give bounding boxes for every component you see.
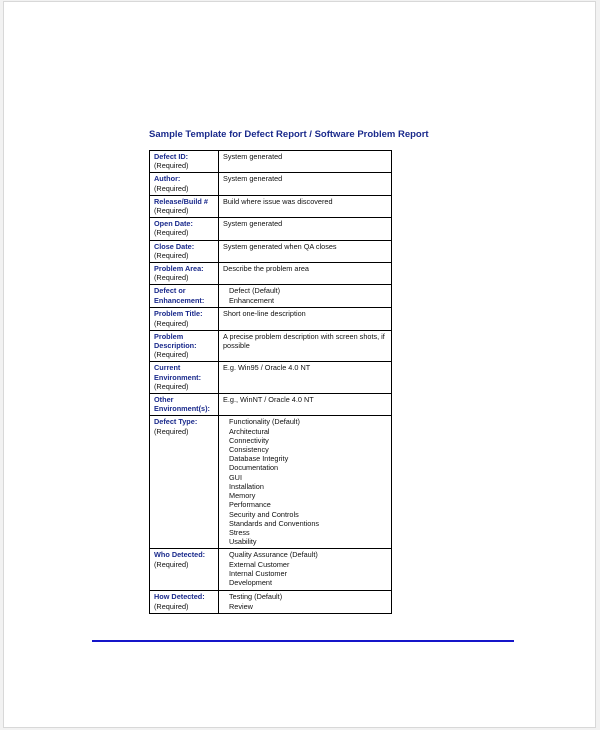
table-row [150, 173, 392, 195]
option-item: Documentation [229, 463, 279, 473]
field-name: Author: [154, 174, 181, 184]
field-name: Defect ID: [154, 152, 189, 161]
table-row [150, 218, 392, 240]
field-value-cell [219, 218, 392, 240]
option-item: Review [229, 601, 253, 611]
field-name: Who Detected: [154, 550, 206, 560]
required-marker: (Required) [154, 228, 189, 238]
field-name: Current Environment: [154, 363, 202, 382]
document-title: Sample Template for Defect Report / Software Problem Report [149, 129, 429, 140]
field-value: System generated [223, 152, 283, 161]
field-value: System generated when QA closes [223, 241, 337, 251]
option-item: Stress [229, 527, 250, 537]
required-marker: (Required) [154, 273, 189, 283]
field-value: Describe the problem area [223, 264, 309, 274]
field-label-cell [150, 263, 219, 285]
field-name: Other Environment(s): [154, 395, 210, 414]
table-row [150, 263, 392, 285]
field-value-cell [219, 330, 392, 362]
table-row [150, 151, 392, 173]
defect-report-table [149, 150, 392, 614]
field-value-cell [219, 549, 392, 591]
field-value-cell [219, 394, 392, 416]
field-label-cell [150, 285, 219, 308]
required-marker: (Required) [154, 161, 189, 171]
table-row [150, 308, 392, 330]
table-row [150, 240, 392, 262]
field-value-cell [219, 173, 392, 195]
field-value: System generated [223, 174, 283, 184]
option-item: Memory [229, 491, 256, 501]
field-value: A precise problem description with screen shots, if possible [223, 331, 385, 351]
field-value-cell [219, 416, 392, 549]
field-label-cell [150, 151, 219, 173]
table-row [150, 416, 392, 549]
field-label-cell [150, 416, 219, 549]
field-value-cell [219, 285, 392, 308]
table-row [150, 330, 392, 362]
required-marker: (Required) [154, 183, 189, 193]
required-marker: (Required) [154, 426, 189, 436]
table-row [150, 591, 392, 613]
field-label-cell [150, 362, 219, 394]
field-name: Problem Title: [154, 309, 203, 319]
option-item: Installation [229, 481, 264, 491]
option-item: Development [229, 578, 272, 588]
option-item: Consistency [229, 445, 269, 455]
field-label-cell [150, 240, 219, 262]
field-label-cell [150, 218, 219, 240]
field-label-cell [150, 308, 219, 330]
table-row [150, 362, 392, 394]
field-value-cell [219, 240, 392, 262]
field-value: Build where issue was discovered [223, 196, 333, 206]
field-value-cell [219, 263, 392, 285]
option-item: Connectivity [229, 435, 269, 445]
field-value-cell [219, 195, 392, 217]
required-marker: (Required) [154, 381, 189, 391]
option-item: External Customer [229, 559, 290, 569]
field-value: Short one-line description [223, 309, 306, 319]
field-label-cell [150, 591, 219, 613]
table-row [150, 195, 392, 217]
option-item: Testing (Default) [229, 592, 283, 602]
field-value-cell [219, 362, 392, 394]
footer-rule [92, 640, 514, 642]
option-item: Enhancement [229, 295, 275, 305]
required-marker: (Required) [154, 601, 189, 611]
field-label-cell [150, 195, 219, 217]
field-name: Problem Area: [154, 264, 204, 274]
field-name: Defect Type: [154, 417, 198, 427]
option-item: Database Integrity [229, 454, 289, 464]
field-name: Problem Description: [154, 331, 197, 351]
field-name: How Detected: [154, 592, 205, 602]
option-item: Usability [229, 537, 257, 547]
field-label-cell [150, 173, 219, 195]
option-item: Defect (Default) [229, 286, 281, 296]
option-item: Internal Customer [229, 568, 287, 578]
table-row [150, 285, 392, 308]
option-item: Security and Controls [229, 509, 299, 519]
field-value: E.g. Win95 / Oracle 4.0 NT [223, 363, 311, 373]
field-value: E.g., WinNT / Oracle 4.0 NT [223, 395, 314, 405]
field-label-cell [150, 394, 219, 416]
field-value: System generated [223, 219, 283, 229]
document-page [3, 1, 596, 728]
option-item: GUI [229, 472, 242, 482]
field-name: Close Date: [154, 241, 195, 251]
table-row [150, 394, 392, 416]
required-marker: (Required) [154, 250, 189, 260]
option-item: Performance [229, 500, 271, 510]
field-value-cell [219, 151, 392, 173]
table-row [150, 549, 392, 591]
field-label-cell [150, 330, 219, 362]
option-item: Standards and Conventions [229, 518, 320, 528]
option-item: Architectural [229, 426, 270, 436]
field-value-cell [219, 308, 392, 330]
field-name: Open Date: [154, 219, 193, 229]
field-name: Release/Build # [154, 196, 208, 206]
field-value-cell [219, 591, 392, 613]
required-marker: (Required) [154, 559, 189, 569]
required-marker: (Required) [154, 318, 189, 328]
option-item: Quality Assurance (Default) [229, 550, 318, 560]
required-marker: (Required) [154, 350, 189, 360]
field-label-cell [150, 549, 219, 591]
field-name: Defect or Enhancement: [154, 286, 205, 305]
option-item: Functionality (Default) [229, 417, 300, 427]
required-marker: (Required) [154, 206, 189, 216]
